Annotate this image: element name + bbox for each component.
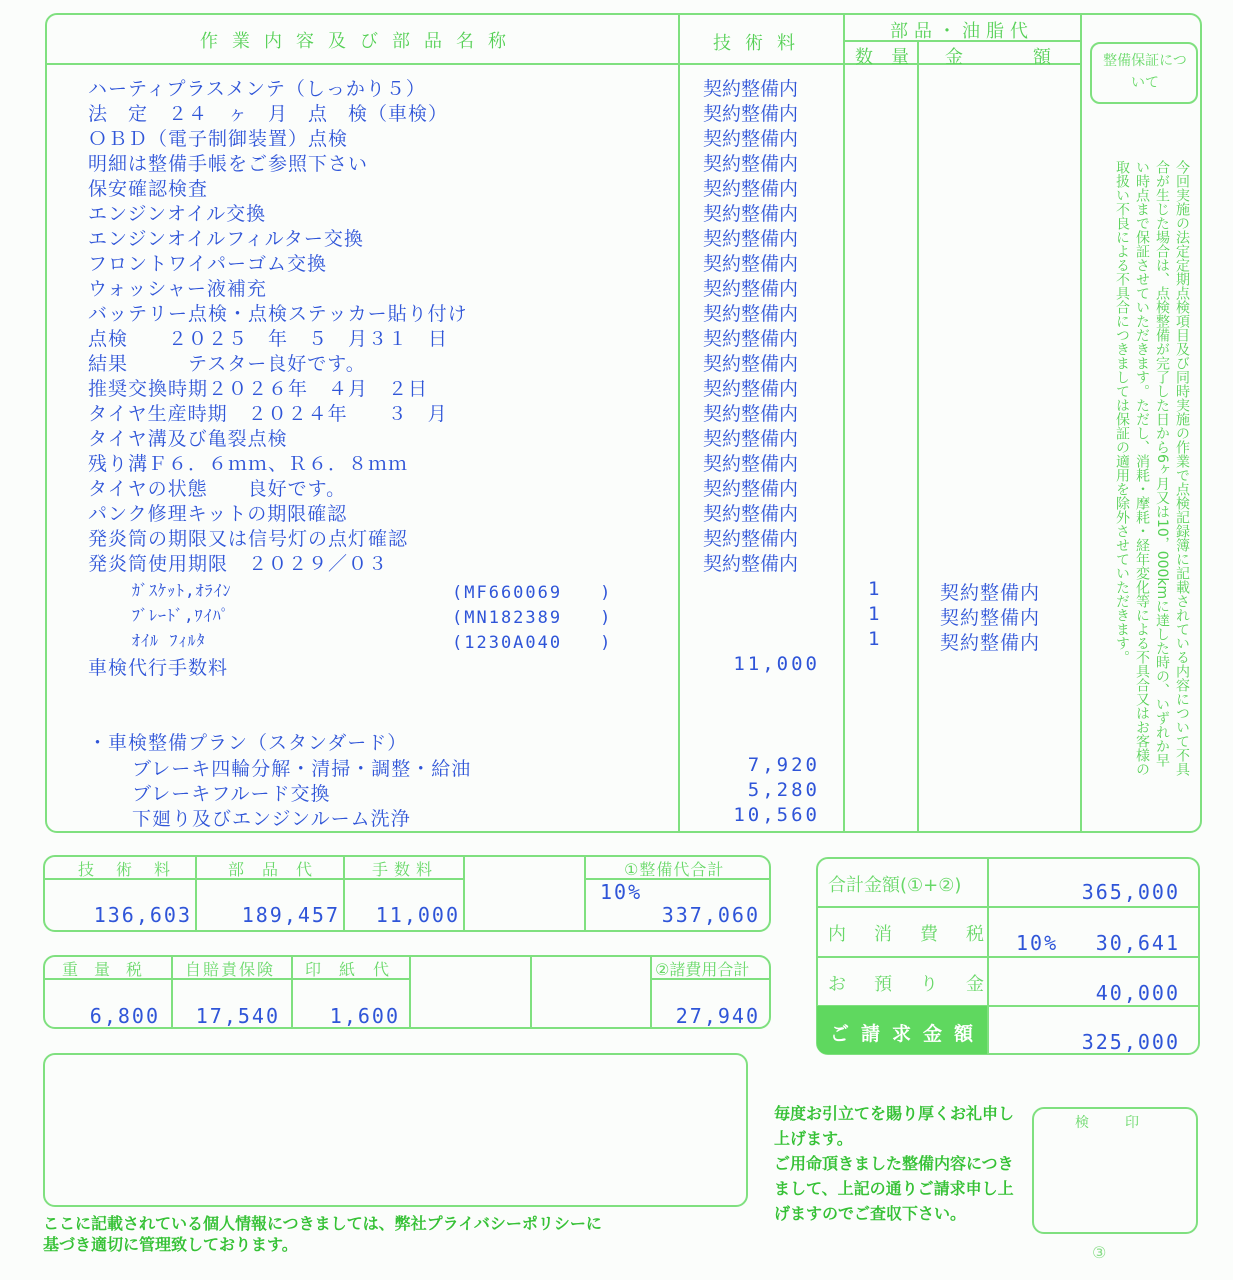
work-item-name: タイヤの状態 良好です。 — [88, 478, 347, 500]
label-expenses-total: ②諸費用合計 — [655, 960, 750, 979]
label-weight-tax: 重量税 — [62, 960, 159, 979]
summary1-col1 — [195, 856, 197, 931]
value-parts: 189,457 — [241, 903, 340, 927]
value-expenses-total: 27,940 — [675, 1004, 760, 1028]
work-item-name: パンク修理キットの期限確認 — [88, 503, 348, 525]
part-code: (MN182389 ) — [452, 608, 613, 628]
work-item-tech: 契約整備内 — [703, 103, 799, 125]
work-item-name: ハーティプラスメンテ（しっかり５） — [88, 78, 426, 100]
value-billing: 325,000 — [1081, 1030, 1180, 1054]
fee-row-name: 車検代行手数料 — [88, 657, 229, 679]
part-qty: 1 — [868, 603, 881, 625]
col-divider-note — [1080, 14, 1082, 832]
label-grand-total: 合計金額(①+②) — [828, 875, 962, 896]
thanks-line-4: まして、上記の通りご請求申し上 — [774, 1179, 1014, 1198]
header-tech: 技術料 — [713, 33, 809, 54]
thanks-line-2: 上げます。 — [774, 1129, 853, 1148]
summary2-col4 — [530, 956, 532, 1028]
inspection-stamp-label: 検印 — [1075, 1115, 1175, 1131]
label-stamp-fee: 印紙代 — [305, 960, 408, 979]
value-deposit: 40,000 — [1095, 981, 1180, 1005]
work-item-tech: 契約整備内 — [703, 378, 799, 400]
value-insurance: 17,540 — [195, 1004, 280, 1028]
work-item-tech: 契約整備内 — [703, 178, 799, 200]
work-item-tech: 契約整備内 — [703, 453, 799, 475]
work-item-name: 法 定 ２４ ヶ 月 点 検（車検） — [88, 103, 449, 125]
work-item-tech: 契約整備内 — [703, 253, 799, 275]
summary1-col2 — [343, 856, 345, 931]
work-item-name: 結果 テスター良好です。 — [88, 353, 366, 375]
privacy-line-1: ここに記載されている個人情報につきましては、弊社プライバシーポリシーに — [43, 1214, 602, 1233]
work-item-tech: 契約整備内 — [703, 353, 799, 375]
work-item-name: バッテリー点検・点検ステッカー貼り付け — [88, 303, 468, 325]
plan-title: ・車検整備プラン（スタンダード） — [88, 732, 408, 754]
col-divider-qty — [843, 14, 845, 832]
header-work: 作業内容及び部品名称 — [200, 31, 520, 52]
page-mark: ③ — [1092, 1243, 1107, 1262]
part-qty: 1 — [868, 628, 881, 650]
totals-row2 — [817, 956, 1199, 958]
work-item-tech: 契約整備内 — [703, 478, 799, 500]
plan-item-tech: 10,560 — [733, 804, 820, 826]
work-item-name: 発炎筒使用期限 ２０２９／０３ — [88, 553, 389, 575]
work-item-name: タイヤ生産時期 ２０２４年 ３ 月 — [88, 403, 448, 425]
fee-row-tech: 11,000 — [733, 653, 820, 675]
label-deposit: お預り金 — [828, 974, 1012, 995]
work-item-name: 明細は整備手帳をご参照下さい — [88, 153, 369, 175]
summary2-col5 — [650, 956, 652, 1028]
part-name: ｵｲﾙ ﾌｨﾙﾀ — [132, 631, 206, 650]
col-divider-amount — [917, 40, 919, 832]
label-insurance: 自賠責保険 — [185, 960, 276, 979]
work-item-tech: 契約整備内 — [703, 153, 799, 175]
thanks-line-1: 毎度お引立てを賜り厚くお礼申し — [774, 1104, 1015, 1123]
warranty-badge-label: 整備保証について — [1103, 53, 1187, 91]
summary1-col4 — [584, 856, 586, 931]
thanks-line-5: げますのでご査収下さい。 — [774, 1204, 967, 1223]
plan-item-name: 下廻り及びエンジンルーム洗浄 — [132, 808, 411, 830]
plan-item-tech: 7,920 — [747, 754, 820, 776]
col-divider-tech — [678, 14, 680, 832]
work-item-name: 保安確認検査 — [88, 178, 209, 200]
part-code: (MF660069 ) — [452, 583, 613, 603]
totals-col — [987, 858, 989, 1054]
value-weight-tax: 6,800 — [89, 1004, 160, 1028]
work-item-name: エンジンオイルフィルター交換 — [88, 228, 364, 250]
work-item-name: フロントワイパーゴム交換 — [88, 253, 328, 275]
plan-item-name: ブレーキフルード交換 — [132, 783, 331, 805]
part-qty: 1 — [868, 578, 881, 600]
work-item-name: エンジンオイル交換 — [88, 203, 267, 225]
value-tax: 30,641 — [1095, 931, 1180, 955]
work-item-tech: 契約整備内 — [703, 528, 799, 550]
work-item-tech: 契約整備内 — [703, 553, 799, 575]
summary2-col2 — [291, 956, 293, 1028]
work-item-tech: 契約整備内 — [703, 303, 799, 325]
header-parts: 部品・油脂代 — [890, 21, 1034, 42]
summary2-col1 — [171, 956, 173, 1028]
value-tech: 136,603 — [93, 903, 192, 927]
value-fee: 11,000 — [375, 903, 460, 927]
work-item-name: 発炎筒の期限又は信号灯の点灯確認 — [88, 528, 409, 550]
part-code: (1230A040 ) — [452, 633, 613, 653]
totals-row1 — [817, 906, 1199, 908]
part-amount: 契約整備内 — [940, 607, 1041, 629]
label-fee: 手数料 — [372, 860, 439, 879]
privacy-line-2: 基づき適切に管理致しております。 — [43, 1235, 298, 1254]
work-item-tech: 契約整備内 — [703, 403, 799, 425]
work-item-tech: 契約整備内 — [703, 203, 799, 225]
value-maintenance-total: 337,060 — [661, 903, 760, 927]
thanks-line-3: ご用命頂きました整備内容につき — [774, 1154, 1014, 1173]
value-tax-rate-total: 10% — [1016, 931, 1059, 955]
label-parts: 部品代 — [228, 860, 331, 879]
value-tax-rate: 10% — [600, 880, 643, 904]
label-tax: 内消費税 — [828, 924, 1012, 945]
work-item-tech: 契約整備内 — [703, 503, 799, 525]
label-billing: ご請求金額 — [830, 1023, 986, 1045]
work-item-tech: 契約整備内 — [703, 278, 799, 300]
work-item-name: 点検 ２０２５ 年 ５ 月３１ 日 — [88, 328, 449, 350]
plan-item-tech: 5,280 — [747, 779, 820, 801]
work-item-name: ＯＢＤ（電子制御装置）点検 — [88, 128, 349, 150]
label-maintenance-total: ①整備代合計 — [624, 860, 725, 879]
summary2-col3 — [409, 956, 411, 1028]
part-amount: 契約整備内 — [940, 632, 1041, 654]
work-item-tech: 契約整備内 — [703, 78, 799, 100]
value-grand-total: 365,000 — [1081, 880, 1180, 904]
work-item-name: ウォッシャー液補充 — [88, 278, 267, 300]
summary1-col3 — [463, 856, 465, 931]
value-stamp-fee: 1,600 — [329, 1004, 400, 1028]
work-item-tech: 契約整備内 — [703, 428, 799, 450]
work-item-tech: 契約整備内 — [703, 328, 799, 350]
part-name: ｶﾞｽｹｯﾄ,ｵﾗｲﾝ — [132, 581, 232, 600]
label-tech: 技術料 — [78, 860, 193, 879]
header-qty: 数量 — [855, 47, 927, 68]
work-item-tech: 契約整備内 — [703, 228, 799, 250]
header-amount: 金額 — [945, 47, 1121, 68]
plan-item-name: ブレーキ四輪分解・清掃・調整・給油 — [132, 758, 472, 780]
work-item-name: 残り溝Ｆ６．６ｍｍ、Ｒ６．８ｍｍ — [88, 453, 409, 475]
remarks-box — [43, 1053, 748, 1207]
work-item-tech: 契約整備内 — [703, 128, 799, 150]
part-amount: 契約整備内 — [940, 582, 1041, 604]
part-name: ﾌﾞﾚｰﾄﾞ,ﾜｲﾊﾟ — [132, 606, 230, 625]
work-item-name: タイヤ溝及び亀裂点検 — [88, 428, 288, 450]
work-item-name: 推奨交換時期２０２６年 ４月 ２日 — [88, 378, 429, 400]
warranty-note: 今回実施の法定定期点検項目及び同時実施の作業で点検記録簿に記載されている内容について不具合が生じた場合は、点検整備が完了した日から6ヶ月又は10，000kmに達した時の、いずれか早い時点まで保証させていただきます。ただし、消耗・摩耗・経年変化等による不具合又はお客様の取扱い不良による不具合につきましては保証の適用を除外させていただきます。 — [1114, 160, 1190, 776]
